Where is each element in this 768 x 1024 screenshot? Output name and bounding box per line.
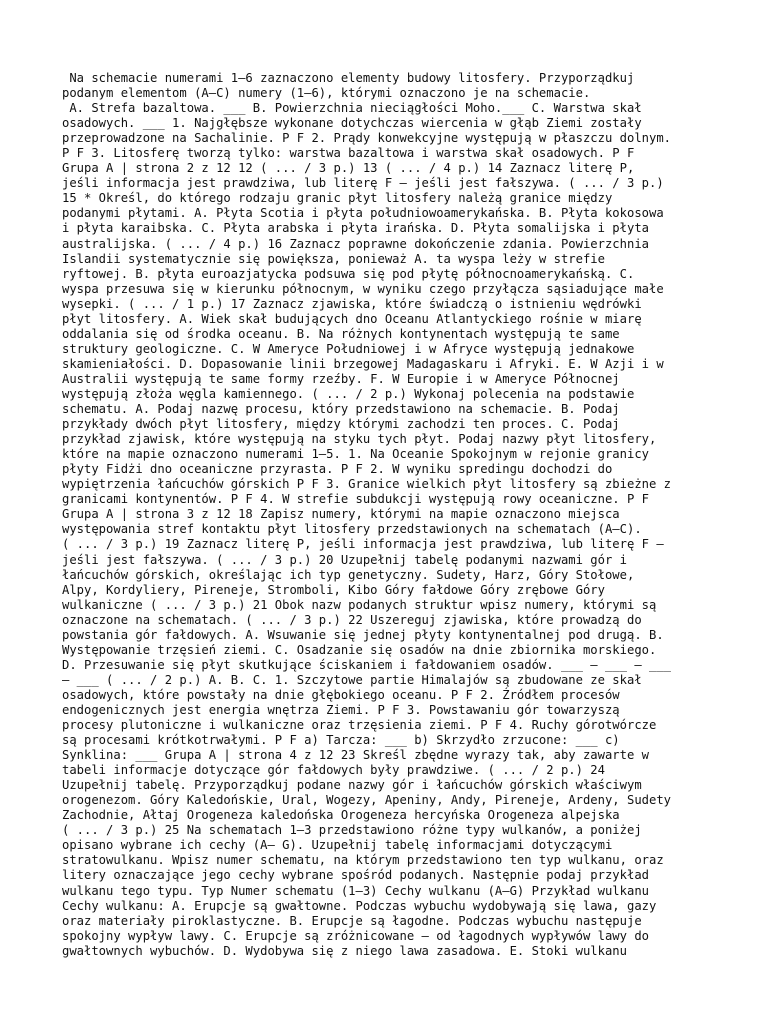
text-line: jeśli informacja jest prawdziwa, lub literę F – jeśli jest fałszywa. ( ... / 3 p.) [62, 176, 664, 191]
text-line: Synklina: ___ Grupa A | strona 4 z 12 23 Skreśl zbędne wyrazy tak, aby zawarte w [62, 748, 649, 763]
text-line: podanym elementom (A–C) numery (1–6), którymi oznaczono je na schemacie. [62, 86, 591, 101]
text-line: Występowanie trzęsień ziemi. C. Osadzanie się osadów na dnie zbiornika morskiego. [62, 642, 657, 657]
text-line: Islandii systematycznie się powiększa, ponieważ A. ta wyspa leży w strefie [62, 251, 605, 266]
text-line: powstania gór fałdowych. A. Wsuwanie się jednej płyty kontynentalnej pod drugą. B. [62, 627, 664, 642]
text-line: struktury geologiczne. C. W Ameryce Południowej i w Afryce występują jednakowe [62, 341, 635, 356]
text-line: gwałtownych wybuchów. D. Wydobywa się z niego lawa zasadowa. E. Stoki wulkanu [62, 943, 627, 958]
text-line: oraz materiały piroklastyczne. B. Erupcje są łagodne. Podczas wybuchu następuje [62, 913, 642, 928]
text-line: Alpy, Kordyliery, Pireneje, Stromboli, Kibo Góry fałdowe Góry zrębowe Góry [62, 582, 605, 597]
text-line: D. Przesuwanie się płyt skutkujące ściskaniem i fałdowaniem osadów. ___ – ___ – ___ [62, 657, 672, 672]
text-line: australijska. ( ... / 4 p.) 16 Zaznacz poprawne dokończenie zdania. Powierzchnia [62, 236, 649, 251]
text-line: Australii występują te same formy rzeźby. F. W Europie i w Ameryce Północnej [62, 371, 620, 386]
text-line: Cechy wulkanu: A. Erupcje są gwałtowne. Podczas wybuchu wydobywają się lawa, gazy [62, 898, 657, 913]
text-line: jeśli jest fałszywa. ( ... / 3 p.) 20 Uzupełnij tabelę podanymi nazwami gór i [62, 552, 627, 567]
text-line: i płyta karaibska. C. Płyta arabska i płyta irańska. D. Płyta somalijska i płyta [62, 221, 649, 236]
text-line: Zachodnie, Ałtaj Orogeneza kaledońska Orogeneza hercyńska Orogeneza alpejska [62, 808, 620, 823]
text-line: są procesami krótkotrwałymi. P F a) Tarcza: ___ b) Skrzydło zrzucone: ___ c) [62, 733, 620, 748]
text-line: Grupa A | strona 2 z 12 12 ( ... / 3 p.) 13 ( ... / 4 p.) 14 Zaznacz literę P, [62, 161, 635, 176]
text-line: płyt litosfery. A. Wiek skał budujących dno Oceanu Atlantyckiego rośnie w miarę [62, 311, 642, 326]
text-line: oznaczone na schematach. ( ... / 3 p.) 22 Uszereguj zjawiska, które prowadzą do [62, 612, 642, 627]
text-line: występowania stref kontaktu płyt litosfery przedstawionych na schematach (A–C). [62, 522, 642, 537]
text-line: płyty Fidżi dno oceaniczne przyrasta. P F 2. W wyniku spredingu dochodzi do [62, 462, 613, 477]
text-line: P F 3. Litosferę tworzą tylko: warstwa bazaltowa i warstwa skał osadowych. P F [62, 146, 635, 161]
text-line: Grupa A | strona 3 z 12 18 Zapisz numery, którymi na mapie oznaczono miejsca [62, 507, 620, 522]
text-line: wysepki. ( ... / 1 p.) 17 Zaznacz zjawiska, które świadczą o istnieniu wędrówki [62, 296, 642, 311]
text-line: 15 * Określ, do którego rodzaju granic płyt litosfery należą granice między [62, 191, 613, 206]
text-line: ( ... / 3 p.) 25 Na schematach 1–3 przedstawiono różne typy wulkanów, a poniżej [62, 823, 642, 838]
text-line: oddalania się od środka oceanu. B. Na różnych kontynentach występują te same [62, 326, 620, 341]
text-line: wulkanu tego typu. Typ Numer schematu (1–3) Cechy wulkanu (A–G) Przykład wulkanu [62, 883, 649, 898]
text-line: litery oznaczające jego cechy wybrane spośród podanych. Następnie podaj przykład [62, 868, 649, 883]
text-line: wypiętrzenia łańcuchów górskich P F 3. Granice wielkich płyt litosfery są zbieżne z [62, 477, 672, 492]
text-line: ( ... / 3 p.) 19 Zaznacz literę P, jeśli informacja jest prawdziwa, lub literę F – [62, 537, 664, 552]
text-line: – ___ ( ... / 2 p.) A. B. C. 1. Szczytowe partie Himalajów są zbudowane ze skał [62, 672, 642, 687]
text-line: A. Strefa bazaltowa. ___ B. Powierzchnia nieciągłości Moho.___ C. Warstwa skał [62, 101, 642, 116]
text-line: wyspa przesuwa się w kierunku północnym, w wyniku czego przyłącza sąsiadujące małe [62, 281, 664, 296]
text-line: wulkaniczne ( ... / 3 p.) 21 Obok nazw podanych struktur wpisz numery, którymi są [62, 597, 657, 612]
text-line: osadowych, które powstały na dnie głębokiego oceanu. P F 2. Źródłem procesów [62, 687, 620, 702]
text-line: które na mapie oznaczono numerami 1–5. 1. Na Oceanie Spokojnym w rejonie granicy [62, 447, 649, 462]
text-line: osadowych. ___ 1. Najgłębsze wykonane dotychczas wiercenia w głąb Ziemi zostały [62, 116, 642, 131]
text-line: podanymi płytami. A. Płyta Scotia i płyta południowoamerykańska. B. Płyta kokosowa [62, 206, 664, 221]
text-line: schematu. A. Podaj nazwę procesu, który przedstawiono na schemacie. B. Podaj [62, 402, 620, 417]
text-line: łańcuchów górskich, określając ich typ genetyczny. Sudety, Harz, Góry Stołowe, [62, 567, 635, 582]
text-line: ryftowej. B. płyta euroazjatycka podsuwa się pod płytę północnoamerykańską. C. [62, 266, 635, 281]
text-line: przeprowadzone na Sachalinie. P F 2. Prądy konwekcyjne występują w płaszczu dolnym. [62, 131, 672, 146]
text-line: granicami kontynentów. P F 4. W strefie subdukcji występują rowy oceaniczne. P F [62, 492, 649, 507]
text-line: stratowulkanu. Wpisz numer schematu, na którym przedstawiono ten typ wulkanu, oraz [62, 853, 664, 868]
text-line: skamieniałości. D. Dopasowanie linii brzegowej Madagaskaru i Afryki. E. W Azji i w [62, 356, 664, 371]
text-line: procesy plutoniczne i wulkaniczne oraz trzęsienia ziemi. P F 4. Ruchy górotwórcze [62, 718, 657, 733]
text-line: Uzupełnij tabelę. Przyporządkuj podane nazwy gór i łańcuchów górskich właściwym [62, 778, 642, 793]
text-line: orogenezom. Góry Kaledońskie, Ural, Wogezy, Apeniny, Andy, Pireneje, Ardeny, Sudety [62, 793, 672, 808]
text-line: endogenicznych jest energia wnętrza Ziemi. P F 3. Powstawaniu gór towarzyszą [62, 702, 620, 717]
text-line: Na schemacie numerami 1–6 zaznaczono elementy budowy litosfery. Przyporządkuj [62, 71, 635, 85]
text-line: spokojny wypływ lawy. C. Erupcje są zróżnicowane – od łagodnych wypływów lawy do [62, 928, 649, 943]
text-line: przykład zjawisk, które występują na styku tych płyt. Podaj nazwy płyt litosfery, [62, 432, 657, 447]
text-line: opisano wybrane ich cechy (A– G). Uzupełnij tabelę informacjami dotyczącymi [62, 838, 613, 853]
text-line: przykłady dwóch płyt litosfery, między którymi zachodzi ten proces. C. Podaj [62, 417, 620, 432]
document-text [62, 71, 742, 959]
text-line: występują złoża węgla kamiennego. ( ... / 2 p.) Wykonaj polecenia na podstawie [62, 386, 635, 401]
text-line: tabeli informacje dotyczące gór fałdowych były prawdziwe. ( ... / 2 p.) 24 [62, 763, 605, 778]
